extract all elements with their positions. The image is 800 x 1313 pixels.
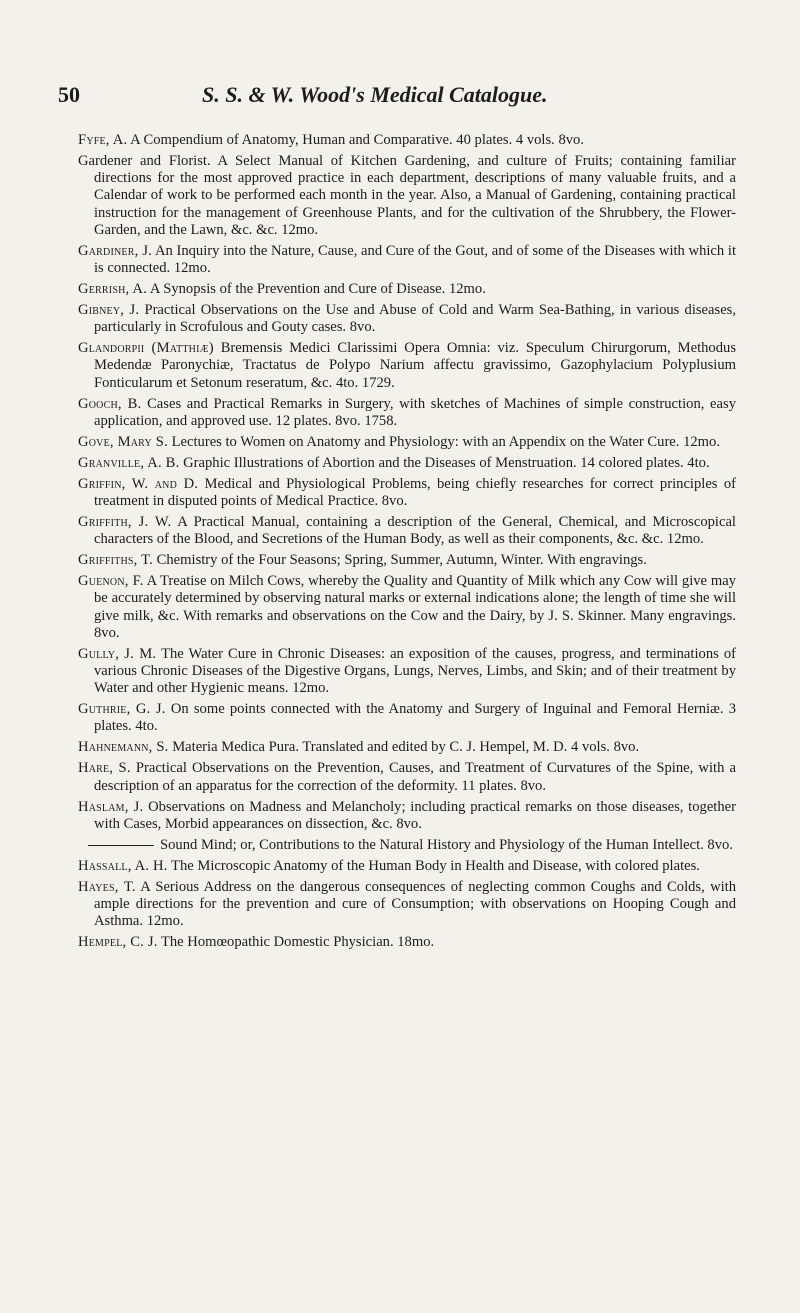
entry-author: Gully, J. M. [78, 645, 157, 662]
catalogue-entry [78, 573, 736, 642]
catalogue-entry [78, 514, 736, 548]
entry-description: Chemistry of the Four Seasons; Spring, Summer, Autumn, Winter. With engravings. [156, 552, 647, 569]
entry-author: Gardiner, J. [78, 242, 153, 259]
running-title: S. S. & W. Wood's Medical Catalogue. [202, 82, 548, 107]
catalogue-entry [78, 476, 736, 510]
entry-description: Observations on Madness and Melancholy; including practical remarks on those diseases, together with Cases, Morbid appearances on dissection, &c. 8vo. [94, 798, 736, 832]
entry-author: Gooch, B. [78, 395, 142, 412]
entry-description: Gardener and Florist. A Select Manual of Kitchen Gardening, and culture of Fruits; containing familiar directions for the most approved practice in each department, descriptions of many valuable fruits, and a Calendar of work to be performed each month in the year. Also, a Manual of Gardening, containing practical instruction for the management of Greenhouse Plants, and for the cultivation of the Shrubbery, the Flower-Garden, and the Lawn, &c. &c. 12mo. [78, 153, 736, 238]
entry-description: An Inquiry into the Nature, Cause, and Cure of the Gout, and of some of the Diseases with which it is connected. 12mo. [94, 242, 736, 277]
catalogue-entry [78, 552, 736, 569]
entry-author: Glandorpii (Matthiæ) [78, 340, 214, 357]
entry-description: Bremensis Medici Clarissimi Opera Omnia: viz. Speculum Chirurgorum, Methodus Medendæ Paronychiæ, Tractatus de Polypo Narium affectu gravissimo, Gazophylacium Polyplusium Fonticularum et Setonum reseratum, &c. 4to. 1729. [94, 340, 736, 391]
entry-author: Hassall, A. H. [78, 857, 168, 874]
entry-description: The Water Cure in Chronic Diseases: an exposition of the causes, progress, and terminations of various Chronic Diseases of the Digestive Organs, Lungs, Nerves, Limbs, and Skin; and of their treatment by Water and other Hygienic means. 12mo. [94, 645, 736, 697]
catalogue-entry [78, 837, 736, 854]
entry-author: Gove, Mary S. [78, 433, 168, 450]
catalogue-entry [78, 243, 736, 277]
entry-author: Hempel, C. J. [78, 934, 158, 951]
entry-description: Materia Medica Pura. Translated and edited by C. J. Hempel, M. D. 4 vols. 8vo. [172, 739, 640, 756]
entry-author: Granville, A. B. [78, 454, 180, 471]
catalogue-entry [78, 934, 736, 951]
entry-description: Practical Observations on the Use and Abuse of Cold and Warm Sea-Bathing, in various diseases, particularly in Scrofulous and Gouty cases. 8vo. [94, 302, 736, 336]
catalogue-entry [78, 799, 736, 833]
catalogue-entry [78, 434, 736, 451]
page-number: 50 [58, 82, 80, 107]
catalogue-entry [78, 455, 736, 472]
entry-author: Fyfe, A. [78, 132, 128, 148]
catalogue-entry [78, 739, 736, 756]
entry-author: Griffith, J. W. [78, 514, 172, 531]
catalogue-entry [78, 646, 736, 698]
entry-description: The Homœopathic Domestic Physician. 18mo. [160, 934, 435, 951]
catalogue-entries [78, 132, 736, 955]
entry-author: Guthrie, G. J. [78, 701, 166, 718]
catalogue-entry [78, 302, 736, 336]
entry-description: A Treatise on Milch Cows, whereby the Quality and Quantity of Milk which any Cow will give may be accurately determined by observing natural marks or external indications alone; the length of time she will give milk, &c. With remarks and observations on the Cow and the Dairy, by J. S. Skinner. Many engravings. 8vo. [94, 573, 737, 641]
catalogue-entry [78, 701, 736, 735]
entry-description: Lectures to Women on Anatomy and Physiology: with an Appendix on the Water Cure. 12mo. [171, 433, 720, 450]
entry-author: Hare, S. [78, 760, 131, 777]
entry-author: Haslam, J. [78, 798, 144, 815]
entry-description: Graphic Illustrations of Abortion and the Diseases of Menstruation. 14 colored plates. 4to. [183, 454, 710, 471]
catalogue-entry [78, 132, 736, 149]
entry-author: Hahnemann, S. [78, 739, 169, 756]
entry-description: Cases and Practical Remarks in Surgery, with sketches of Machines of simple construction, easy application, and approved use. 12 plates. 8vo. 1758. [94, 395, 736, 429]
entry-author: Hayes, T. [78, 878, 136, 895]
entry-description: A Practical Manual, containing a description of the General, Chemical, and Microscopical characters of the Blood, and Secretions of the Human Body, as well as their components, &c. &c. 12mo. [94, 514, 736, 548]
entry-description: A Synopsis of the Prevention and Cure of Disease. 12mo. [149, 281, 486, 298]
entry-description: The Microscopic Anatomy of the Human Body in Health and Disease, with colored plates. [171, 857, 700, 874]
catalogue-entry [78, 879, 736, 931]
entry-author: Griffin, W. and D. [78, 475, 199, 492]
catalogue-entry [78, 858, 736, 875]
entry-description: A Compendium of Anatomy, Human and Comparative. 40 plates. 4 vols. 8vo. [130, 132, 584, 148]
entry-description: On some points connected with the Anatomy and Surgery of Inguinal and Femoral Herniæ. 3 plates. 4to. [94, 701, 736, 735]
page-header [58, 82, 738, 116]
catalogue-entry [78, 281, 736, 298]
catalogue-entry [78, 760, 736, 794]
entry-description: Practical Observations on the Prevention, Causes, and Treatment of Curvatures of the Spine, with a description of an apparatus for the correction of the deformity. 11 plates. 8vo. [94, 760, 736, 794]
entry-description: Medical and Physiological Problems, being chiefly researches for correct principles of treatment in disputed points of Medical Practice. 8vo. [94, 475, 736, 510]
entry-author: Griffiths, T. [78, 552, 153, 569]
catalogue-entry [78, 396, 736, 430]
catalogue-entry [78, 340, 736, 392]
entry-author: Gibney, J. [78, 302, 140, 319]
entry-description: A Serious Address on the dangerous consequences of neglecting common Coughs and Colds, with ample directions for the prevention and cure of Consumption; with observations on Hooping Cough and Asthma. 12mo. [94, 878, 737, 930]
ditto-dash [88, 845, 154, 846]
entry-author: Guenon, F. [78, 573, 144, 590]
entry-description: Sound Mind; or, Contributions to the Natural History and Physiology of the Human Intellect. 8vo. [160, 836, 733, 853]
catalogue-entry [78, 153, 736, 239]
entry-author: Gerrish, A. [78, 281, 147, 298]
